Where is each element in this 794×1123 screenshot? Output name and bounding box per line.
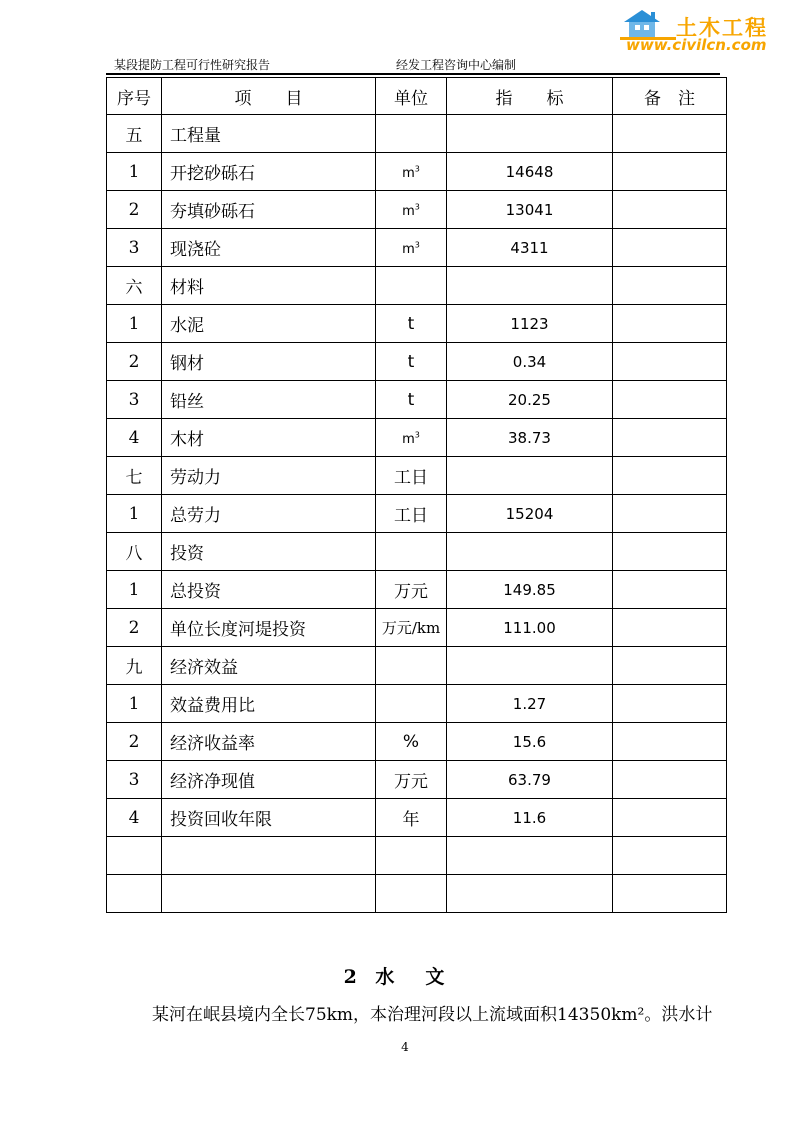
row-unit	[376, 419, 447, 457]
row-value	[447, 267, 613, 305]
row-number: 六	[107, 267, 162, 305]
unit-cubic-meter: $m^3$	[402, 164, 420, 181]
row-note	[613, 685, 727, 723]
row-unit	[376, 267, 447, 305]
row-unit: 工日	[376, 457, 447, 495]
unit-cubic-meter: $m^3$	[402, 240, 420, 257]
row-unit: 万元	[376, 761, 447, 799]
row-item: 效益费用比	[162, 685, 376, 723]
row-value: 15204	[447, 495, 613, 533]
page-number: 4	[401, 1040, 409, 1054]
row-number: 八	[107, 533, 162, 571]
row-unit	[376, 647, 447, 685]
logo-url[interactable]: www.civilcn.com	[626, 36, 767, 54]
row-note	[613, 647, 727, 685]
row-value: 0.34	[447, 343, 613, 381]
row-item: 铅丝	[162, 381, 376, 419]
row-item	[162, 875, 376, 913]
row-item: 单位长度河堤投资	[162, 609, 376, 647]
row-number: 1	[107, 495, 162, 533]
table-row	[107, 761, 727, 799]
row-value: 4311	[447, 229, 613, 267]
row-item: 总投资	[162, 571, 376, 609]
row-number	[107, 875, 162, 913]
row-item: 钢材	[162, 343, 376, 381]
header-editor: 经发工程咨询中心编制	[396, 58, 517, 72]
row-value	[447, 533, 613, 571]
row-unit: t	[376, 305, 447, 343]
row-note	[613, 495, 727, 533]
table-row	[107, 609, 727, 647]
row-note	[613, 229, 727, 267]
row-item: 投资回收年限	[162, 799, 376, 837]
row-number: 九	[107, 647, 162, 685]
table-row	[107, 267, 727, 305]
row-item: 材料	[162, 267, 376, 305]
row-value: 11.6	[447, 799, 613, 837]
row-number: 2	[107, 609, 162, 647]
table-row	[107, 457, 727, 495]
row-item: 木材	[162, 419, 376, 457]
row-unit: t	[376, 343, 447, 381]
row-value: 1.27	[447, 685, 613, 723]
row-note	[613, 609, 727, 647]
house-icon	[620, 6, 676, 40]
row-value: 13041	[447, 191, 613, 229]
table-row	[107, 305, 727, 343]
row-number: 1	[107, 305, 162, 343]
section-title: 2 水 文	[343, 966, 451, 988]
table-row	[107, 723, 727, 761]
row-unit: 万元/km	[376, 609, 447, 647]
row-number: 3	[107, 761, 162, 799]
row-unit: 年	[376, 799, 447, 837]
row-number: 2	[107, 343, 162, 381]
row-note	[613, 723, 727, 761]
unit-cubic-meter: $m^3$	[402, 430, 420, 447]
unit-cubic-meter: $m^3$	[402, 202, 420, 219]
row-item: 开挖砂砾石	[162, 153, 376, 191]
row-value	[447, 115, 613, 153]
row-note	[613, 267, 727, 305]
table-row	[107, 381, 727, 419]
row-note	[613, 799, 727, 837]
row-note	[613, 533, 727, 571]
table-header-row	[107, 78, 727, 115]
row-note	[613, 191, 727, 229]
row-item: 夯填砂砾石	[162, 191, 376, 229]
header-value: 指 标	[447, 78, 613, 115]
row-value: 149.85	[447, 571, 613, 609]
table-row	[107, 799, 727, 837]
row-note	[613, 875, 727, 913]
row-unit: 万元	[376, 571, 447, 609]
table-row	[107, 191, 727, 229]
table-row	[107, 571, 727, 609]
row-note	[613, 761, 727, 799]
row-number: 4	[107, 419, 162, 457]
header-no: 序号	[107, 78, 162, 115]
row-item: 水泥	[162, 305, 376, 343]
row-note	[613, 837, 727, 875]
row-item: 经济效益	[162, 647, 376, 685]
table-row	[107, 533, 727, 571]
row-item: 投资	[162, 533, 376, 571]
row-item	[162, 837, 376, 875]
row-note	[613, 419, 727, 457]
row-number: 1	[107, 571, 162, 609]
row-value: 1123	[447, 305, 613, 343]
row-note	[613, 115, 727, 153]
header-rule	[106, 73, 720, 75]
row-value	[447, 457, 613, 495]
section-paragraph: 某河在岷县境内全长75km，本治理河段以上流域面积14350km²。洪水计	[152, 1005, 713, 1025]
row-unit	[376, 191, 447, 229]
row-note	[613, 381, 727, 419]
indicator-table	[106, 77, 727, 913]
row-note	[613, 305, 727, 343]
row-unit: %	[376, 723, 447, 761]
row-value	[447, 647, 613, 685]
row-item: 劳动力	[162, 457, 376, 495]
row-item: 工程量	[162, 115, 376, 153]
row-number: 2	[107, 191, 162, 229]
table-row	[107, 115, 727, 153]
row-unit	[376, 685, 447, 723]
row-item: 经济收益率	[162, 723, 376, 761]
row-unit: 工日	[376, 495, 447, 533]
header-unit: 单位	[376, 78, 447, 115]
table-row	[107, 419, 727, 457]
row-number: 1	[107, 685, 162, 723]
row-number	[107, 837, 162, 875]
row-item: 总劳力	[162, 495, 376, 533]
row-unit	[376, 229, 447, 267]
row-value	[447, 837, 613, 875]
row-number: 2	[107, 723, 162, 761]
row-note	[613, 343, 727, 381]
row-value: 111.00	[447, 609, 613, 647]
row-unit	[376, 533, 447, 571]
table-row	[107, 685, 727, 723]
table-row	[107, 495, 727, 533]
row-number: 3	[107, 381, 162, 419]
row-value: 15.6	[447, 723, 613, 761]
row-number: 七	[107, 457, 162, 495]
row-value: 20.25	[447, 381, 613, 419]
row-unit	[376, 153, 447, 191]
logo-name: 土木工程	[676, 15, 768, 40]
table-row	[107, 229, 727, 267]
table-row	[107, 875, 727, 913]
row-value: 63.79	[447, 761, 613, 799]
header-item: 项 目	[162, 78, 376, 115]
row-number: 1	[107, 153, 162, 191]
table-row	[107, 837, 727, 875]
row-value: 38.73	[447, 419, 613, 457]
row-unit	[376, 875, 447, 913]
table-row	[107, 343, 727, 381]
row-item: 经济净现值	[162, 761, 376, 799]
row-note	[613, 457, 727, 495]
row-unit	[376, 837, 447, 875]
row-note	[613, 153, 727, 191]
row-value: 14648	[447, 153, 613, 191]
row-unit: t	[376, 381, 447, 419]
header-note: 备 注	[613, 78, 727, 115]
row-unit	[376, 115, 447, 153]
row-number: 五	[107, 115, 162, 153]
header-report-title: 某段提防工程可行性研究报告	[114, 58, 271, 72]
table-row	[107, 647, 727, 685]
row-item: 现浇砼	[162, 229, 376, 267]
row-number: 4	[107, 799, 162, 837]
row-value	[447, 875, 613, 913]
row-number: 3	[107, 229, 162, 267]
row-note	[613, 571, 727, 609]
table-row	[107, 153, 727, 191]
